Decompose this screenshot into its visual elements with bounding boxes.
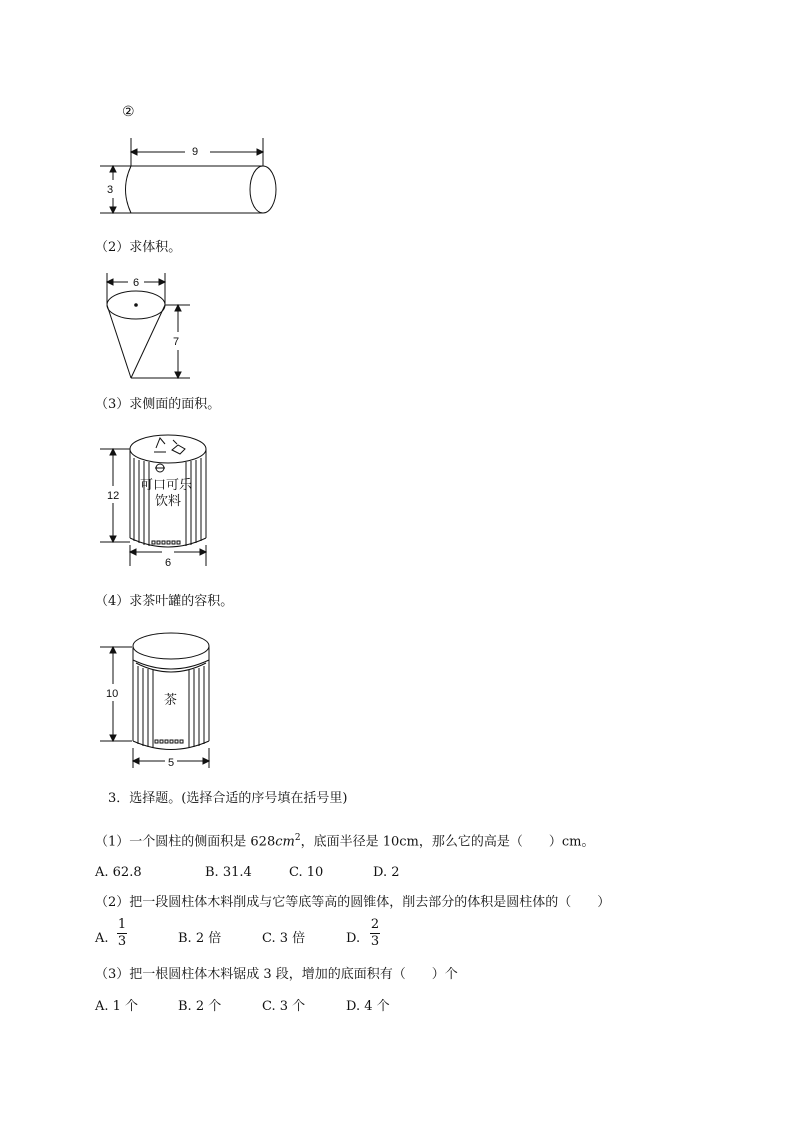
choice-2-option-c: C. 3 倍 (262, 931, 306, 946)
choice-1-stem (95, 830, 594, 850)
section-3-title: 3．选择题。(选择合适的序号填在括号里) (108, 791, 348, 806)
cola-can-diameter-label: 6 (165, 557, 172, 569)
choice-1-stem-part-a: （1）一个圆柱的侧面积是 628 (95, 834, 276, 850)
question-2-label: （2）求体积。 (95, 240, 182, 255)
choice-1-option-d: D. 2 (373, 865, 400, 880)
cylinder-height-label: 3 (107, 184, 114, 196)
choice-1-option-c: C. 10 (289, 865, 324, 880)
question-4-label: （4）求茶叶罐的容积。 (95, 594, 234, 609)
choice-2-option-a: A. (95, 931, 109, 946)
cola-can-height-label: 12 (107, 490, 120, 502)
tea-can-label: 茶 (164, 693, 178, 708)
choice-3-option-c: C. 3 个 (262, 999, 306, 1014)
cola-can-brand-line2: 饮料 (155, 494, 182, 509)
question-3-label: （3）求侧面的面积。 (95, 397, 221, 412)
choice-2-option-d: D. (346, 931, 361, 946)
figure-marker: ② (122, 104, 135, 120)
choice-2-option-d-fraction (370, 918, 380, 949)
fraction-numerator: 1 (117, 917, 127, 932)
tea-can-diameter-label: 5 (168, 757, 175, 769)
choice-2-option-b: B. 2 倍 (178, 931, 222, 946)
choice-3-option-b: B. 2 个 (178, 999, 222, 1014)
choice-1-stem-part-b: ，底面半径是 10cm，那么它的高是（ ）cm。 (300, 834, 595, 850)
choice-1-option-a: A. 62.8 (95, 865, 142, 880)
fraction-denominator: 3 (117, 934, 127, 949)
choice-3-option-d: D. 4 个 (346, 999, 390, 1014)
cylinder-length-label: 9 (192, 146, 199, 158)
choice-2-stem: （2）把一段圆柱体木料削成与它等底等高的圆锥体，削去部分的体积是圆柱体的（ ） (95, 895, 611, 910)
choice-3-stem: （3）把一根圆柱体木料锯成 3 段，增加的底面积有（ ）个 (95, 967, 458, 982)
tea-can-height-label: 10 (106, 688, 119, 700)
choice-1-unit: cm (275, 834, 295, 850)
cone-diameter-label: 6 (133, 277, 140, 289)
choice-1-option-b: B. 31.4 (205, 865, 252, 880)
choice-2-option-a-fraction (117, 918, 127, 949)
fraction-numerator: 2 (370, 917, 380, 932)
cone-height-label: 7 (173, 336, 180, 348)
cola-can-brand-line1: 可口可乐 (140, 478, 193, 493)
fraction-denominator: 3 (370, 934, 380, 949)
choice-3-option-a: A. 1 个 (95, 999, 139, 1014)
choice-1-unit-exp: 2 (294, 833, 301, 843)
